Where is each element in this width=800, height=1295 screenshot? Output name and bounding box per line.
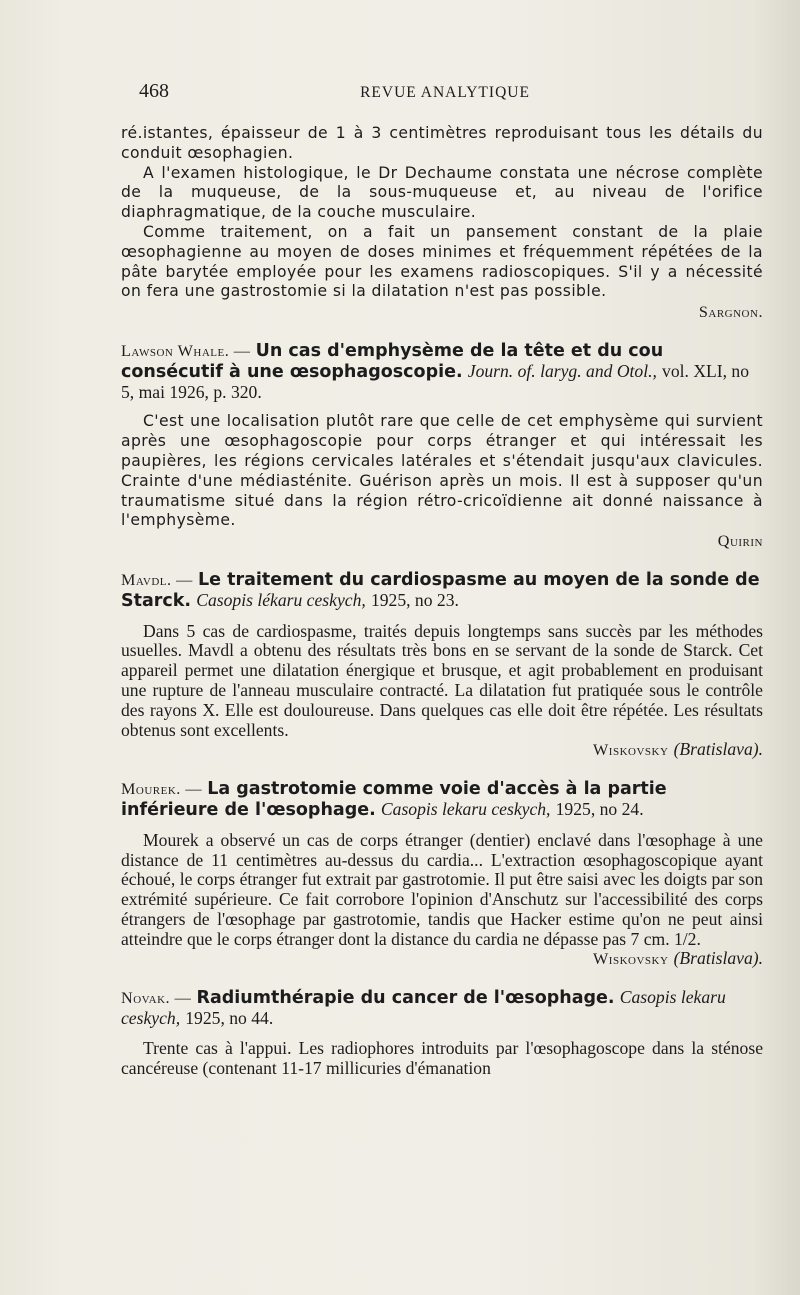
journal-name: Casopis lekaru ceskych, xyxy=(380,798,551,819)
journal-ref: 1925, no 23. xyxy=(370,589,459,610)
journal-name: Journ. of. laryg. and Otol., xyxy=(467,360,657,381)
journal-ref: 1925, no 44. xyxy=(185,1008,274,1029)
signature: Quirin xyxy=(717,532,763,551)
article-heading xyxy=(121,341,763,402)
paragraph: Comme traitement, on a fait un pansement constant de la plaie œsophagienne au moyen de doses minimes et fréquemment répétées de la pâte barytée employée pour les examens radioscopiques. S'il y a nécessité on fera une gastrostomie si la dilatation n'est pas possible. xyxy=(121,222,763,301)
signature: Sargnon. xyxy=(698,303,763,322)
journal-ref: 1925, no 24. xyxy=(555,798,644,819)
running-head xyxy=(125,80,765,110)
paragraph: A l'examen histologique, le Dr Dechaume constata une nécrose complète de la muqueuse, de la sous-muqueuse et, au niveau de l'orifice diaphragmatique, de la couche musculaire. xyxy=(121,163,763,222)
article-heading xyxy=(121,779,763,821)
article-author: Novak. — xyxy=(121,989,192,1008)
signature: Wiskovsky (Bratislava). xyxy=(593,739,763,760)
article-title: Radiumthérapie du cancer de l'œsophage. xyxy=(196,988,615,1009)
article-author: Mourek. — xyxy=(121,780,203,799)
article-title: Le traitement du cardiospasme au moyen de la sonde de Starck. xyxy=(121,569,760,611)
journal-title: REVUE ANALYTIQUE xyxy=(360,84,530,101)
journal-ref: vol. XLI, no 5, mai 1926, p. 320. xyxy=(121,360,750,402)
article-title: Un cas d'emphysème de la tête et du cou consécutif à une œsophagoscopie. xyxy=(121,340,664,382)
page-number: 468 xyxy=(139,80,169,102)
article-heading xyxy=(121,988,763,1029)
article-author: Lawson Whale. — xyxy=(121,341,251,360)
text-column xyxy=(121,124,763,1078)
abstract-body: Trente cas à l'appui. Les radiophores introduits par l'œsophagoscope dans la sténose cancéreuse (contenant 11-17 millicuries d'émanation xyxy=(121,1037,763,1078)
paragraph: ré.istantes, épaisseur de 1 à 3 centimètres reproduisant tous les détails du conduit œsophagien. xyxy=(121,124,763,162)
journal-name: Casopis lekaru ceskych, xyxy=(121,987,726,1029)
article-author: Mavdl. — xyxy=(121,570,193,589)
signature: Wiskovsky (Bratislava). xyxy=(593,948,763,969)
journal-name: Casopis lékaru ceskych, xyxy=(196,589,366,610)
abstract-body: Dans 5 cas de cardiospasme, traités depuis longtemps sans succès par les méthodes usuelles. Mavdl a obtenu des résultats très bons en se servant de la sonde de Starck. Cet appareil permet une dilatation énergique et brusque, et agit probablement en produisant une rupture de l'anneau musculaire contracté. La dilatation fut pratiquée sous le contrôle des rayons X. Elle est douloureuse. Dans quelques cas elle doit être répétée. Les résultats obtenus sont excellents. xyxy=(121,620,763,740)
abstract-body: Mourek a observé un cas de corps étranger (dentier) enclavé dans l'œsophage à une distance de 11 centimètres au-dessus du cardia... L'extraction œsophagoscopique ayant échoué, le corps étranger fut extrait par gastrotomie. Il put être saisi avec les doigts par son extrémité supérieure. Ce fait corrobore l'opinion d'Anschutz sur l'accessibilité des corps étrangers de l'œsophage par gastrotomie, tandis que Hacker estime qu'on ne peut ainsi atteindre que le corps étranger dont la distance du cardia ne dépasse pas 7 cm. 1/2. xyxy=(121,829,763,949)
article-title: La gastrotomie comme voie d'accès à la partie inférieure de l'œsophage. xyxy=(121,779,667,820)
article-heading xyxy=(121,570,763,612)
abstract-body: C'est une localisation plutôt rare que celle de cet emphysème qui survient après une œsophagoscopie pour corps étranger et qui intéressait les paupières, les régions cervicales latérales et s'étendait jusqu'aux clavicules. Crainte d'une médiasténite. Guérison après un mois. Il est à supposer qu'un traumatisme situé dans la région rétro-cricoïdienne ait donné naissance à l'emphysème. xyxy=(121,412,763,530)
